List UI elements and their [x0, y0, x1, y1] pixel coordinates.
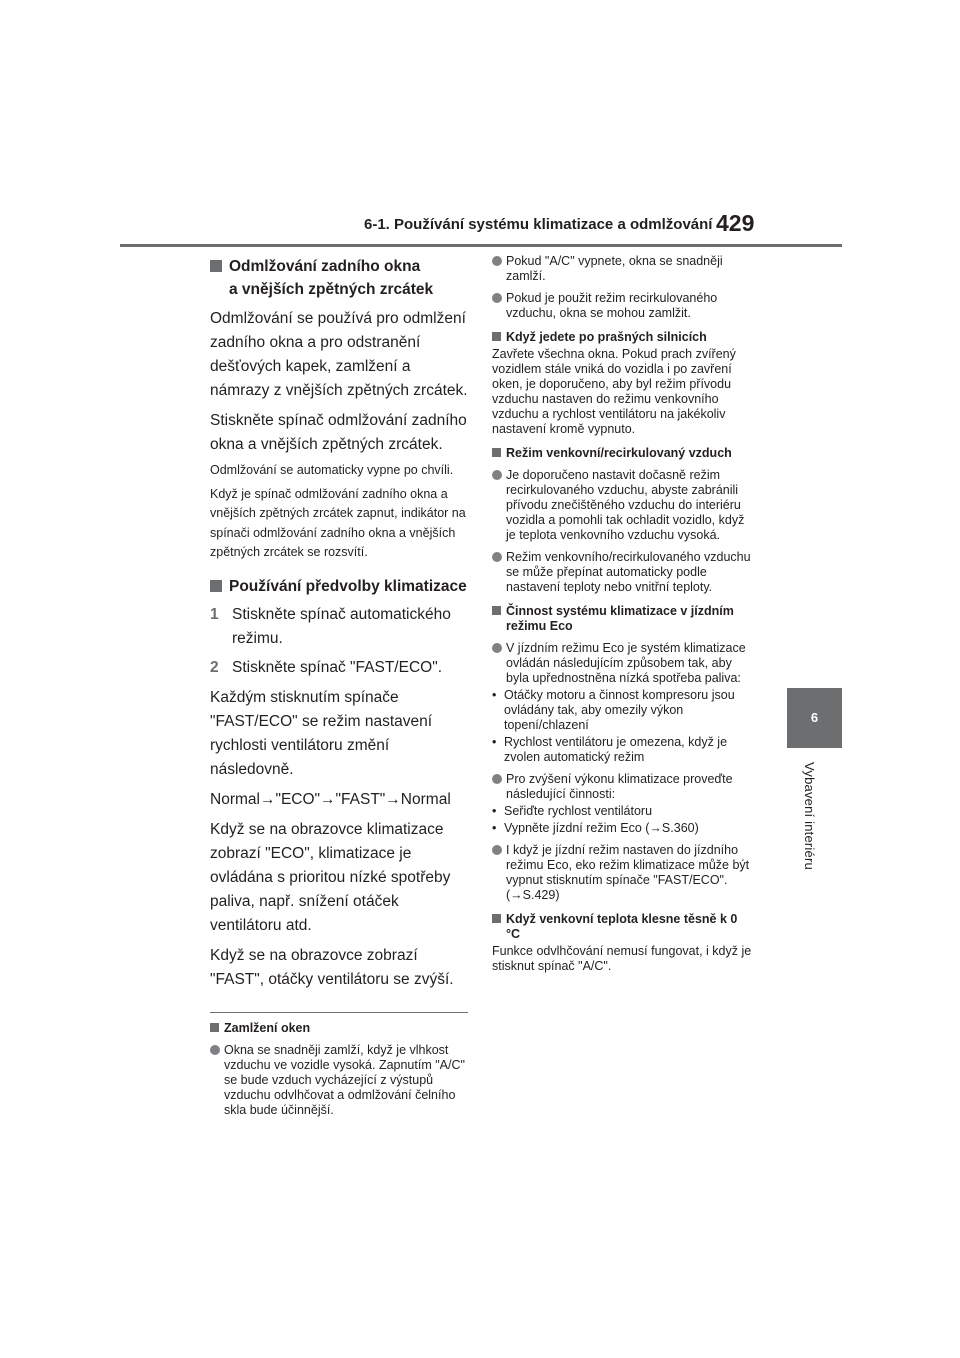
- recirculation-item: [492, 291, 752, 321]
- square-bullet-icon: [492, 332, 501, 341]
- rear-defogger-note-auto-off: Odmlžování se automaticky vypne po chvíli.: [210, 463, 454, 477]
- bullet-glyph: •: [492, 688, 497, 702]
- window-fogging-heading-text: Zamlžení oken: [224, 1020, 311, 1035]
- ac-preset-heading: [210, 575, 468, 598]
- step-2: [210, 656, 468, 680]
- item-text: Okna se snadněji zamlží, když je vlhkost vzduchu ve vozidle vysoká. Zapnutím "A/C" se bude vzduch vycházející z výstupů vzduchu odvlhčovat a odmlžování čelního skla bude účinnější.: [224, 1042, 465, 1117]
- round-bullet-icon: [210, 1045, 220, 1055]
- square-bullet-icon: [492, 448, 501, 457]
- rear-defogger-paragraph: Odmlžování se používá pro odmlžení zadního okna a pro odstranění dešťových kapek, zamlžení a námrazy z vnějších zpětných zrcátek.: [210, 310, 468, 399]
- round-bullet-icon: [492, 256, 502, 266]
- fast-paragraph: Když se na obrazovce zobrazí "FAST", otáčky ventilátoru se zvýší.: [210, 946, 454, 988]
- rear-defogger-instruction: Stiskněte spínač odmlžování zadního okna a vnějších zpětných zrcátek.: [210, 412, 467, 453]
- page-number: 429: [716, 210, 755, 236]
- round-bullet-icon: [492, 643, 502, 653]
- eco-mode-sub-bullet: [492, 735, 752, 765]
- square-bullet-icon: [210, 260, 222, 272]
- item-text: Pro zvýšení výkonu klimatizace proveďte následující činnosti:: [506, 772, 733, 801]
- round-bullet-icon: [492, 293, 502, 303]
- low-temperature-heading: [492, 912, 752, 942]
- eco-mode-sub-bullet: [492, 821, 752, 836]
- eco-mode-item-2: [492, 772, 752, 802]
- bullet-glyph: •: [492, 804, 497, 818]
- dusty-roads-heading: [492, 330, 752, 345]
- square-bullet-icon: [492, 606, 501, 615]
- heading-text: Činnost systému klimatizace v jízdním režimu Eco: [506, 604, 734, 633]
- air-mode-item-1: [492, 468, 752, 543]
- item-text: Režim venkovního/recirkulovaného vzduchu se může přepínat automaticky podle nastavení teploty nebo vnitřní teploty.: [506, 550, 751, 594]
- window-fogging-item: [210, 1043, 468, 1118]
- chapter-label: Vybavení interiéru: [802, 762, 817, 870]
- eco-mode-heading: [492, 604, 752, 634]
- bullet-glyph: •: [492, 735, 497, 749]
- chapter-tab: [787, 688, 842, 748]
- sub-bullet-text: Vypněte jízdní režim Eco (→S.360): [504, 821, 699, 835]
- eco-mode-item-1: [492, 641, 752, 686]
- sub-bullet-text: Otáčky motoru a činnost kompresoru jsou ovládány tak, aby omezily výkon topení/chlazení: [504, 688, 735, 732]
- right-column: [492, 254, 752, 974]
- low-temperature-paragraph: Funkce odvlhčování nemusí fungovat, i když je stisknut spínač "A/C".: [492, 944, 752, 973]
- fast-eco-paragraph: Každým stisknutím spínače "FAST/ECO" se režim nastavení rychlosti ventilátoru změní následovně.: [210, 688, 433, 778]
- item-text: Pokud je použit režim recirkulovaného vzduchu, okna se mohou zamlžit.: [506, 291, 718, 320]
- square-bullet-icon: [210, 1023, 219, 1032]
- rear-defogger-heading: [210, 255, 468, 301]
- item-text: I když je jízdní režim nastaven do jízdního režimu Eco, eko režim klimatizace může být vypnut stisknutím spínače "FAST/ECO". (→S.429): [506, 843, 750, 902]
- window-fogging-heading: [210, 1021, 468, 1036]
- dusty-roads-paragraph: Zavřete všechna okna. Pokud prach zvířený vozidlem stále vniká do vozidla i po zavření oken, je doporučeno, aby byl režim přívodu vzduchu nastaven do režimu venkovního vzduchu a rychlost ventilátoru na jakékoliv nastavení kromě vypnuto.: [492, 347, 736, 436]
- rear-defogger-heading-line1: Odmlžování zadního okna: [229, 258, 421, 275]
- eco-mode-item-3: [492, 843, 752, 903]
- round-bullet-icon: [492, 845, 502, 855]
- sub-bullet-text: Rychlost ventilátoru je omezena, když je zvolen automatický režim: [504, 735, 728, 764]
- heading-text: Když jedete po prašných silnicích: [506, 330, 707, 344]
- ac-preset-heading-text: Používání předvolby klimatizace: [229, 577, 467, 595]
- eco-mode-sub-bullet: [492, 688, 752, 733]
- round-bullet-icon: [492, 774, 502, 784]
- step-number: 1: [210, 605, 219, 623]
- mode-sequence: Normal→"ECO"→"FAST"→Normal: [210, 790, 451, 808]
- step-number: 2: [210, 658, 219, 676]
- rear-defogger-note-indicator: Když je spínač odmlžování zadního okna a vnějších zpětných zrcátek zapnut, indikátor na spínači odmlžování zadního okna a vnějších zpětných zrcátek se rozsvítí.: [210, 486, 466, 559]
- ac-off-item: [492, 254, 752, 284]
- item-text: V jízdním režimu Eco je systém klimatizace ovládán následujícím způsobem tak, aby byla upřednostněna nízká spotřeba paliva:: [506, 641, 746, 685]
- step-text: Stiskněte spínač automatického režimu.: [232, 605, 451, 647]
- bullet-glyph: •: [492, 821, 497, 835]
- step-1: [210, 603, 468, 651]
- air-mode-heading: [492, 446, 752, 461]
- notes-separator: [210, 1012, 468, 1013]
- square-bullet-icon: [210, 580, 222, 592]
- eco-paragraph: Když se na obrazovce klimatizace zobrazí "ECO", klimatizace je ovládána s prioritou nízké spotřeby paliva, např. snížení otáček ventilátoru atd.: [210, 820, 451, 934]
- left-column: [210, 255, 468, 1118]
- square-bullet-icon: [492, 914, 501, 923]
- chapter-number: 6: [810, 710, 819, 725]
- round-bullet-icon: [492, 470, 502, 480]
- sub-bullet-text: Seřiďte rychlost ventilátoru: [504, 804, 653, 818]
- heading-text: Když venkovní teplota klesne těsně k 0 °C: [506, 912, 738, 941]
- heading-text: Režim venkovní/recirkulovaný vzduch: [506, 446, 732, 460]
- round-bullet-icon: [492, 552, 502, 562]
- section-header-title: 6-1. Používání systému klimatizace a odmlžování: [364, 216, 713, 233]
- item-text: Je doporučeno nastavit dočasně režim recirkulovaného vzduchu, abyste zabránili přívodu znečištěného vzduchu do interiéru vozidla a pomohli tak ochladit vozidlo, když je teplota venkovního vzduchu vysoká.: [506, 468, 745, 542]
- item-text: Pokud "A/C" vypnete, okna se snadněji zamlží.: [506, 254, 723, 283]
- header-rule: [120, 244, 842, 247]
- step-text: Stiskněte spínač "FAST/ECO".: [232, 658, 442, 676]
- eco-mode-sub-bullet: [492, 804, 752, 819]
- rear-defogger-heading-line2: a vnějších zpětných zrcátek: [229, 281, 434, 298]
- air-mode-item-2: [492, 550, 752, 595]
